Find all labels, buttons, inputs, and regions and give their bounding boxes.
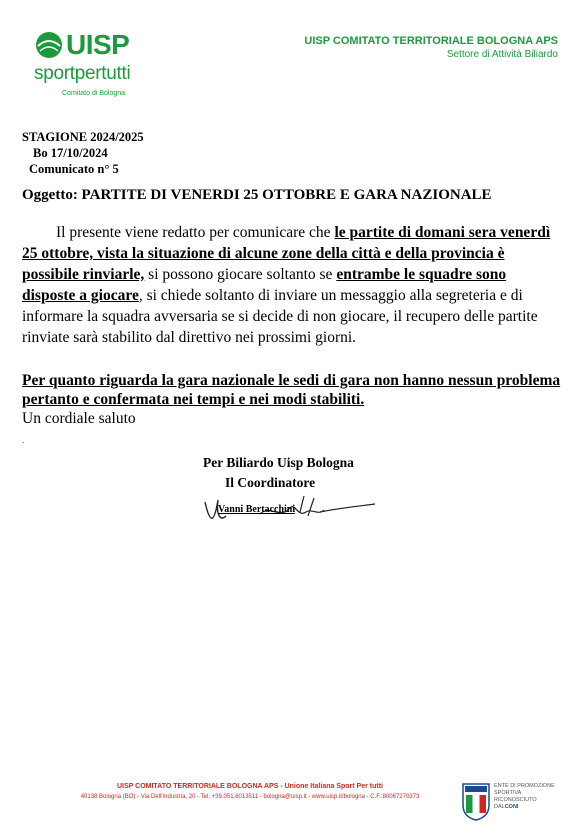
uisp-globe-icon [34,30,64,60]
signature-name: Vanni Bertacchini [218,504,296,515]
coni-text [494,783,555,811]
body-emphasis: entrambe le squadre sono disposte a giocare [22,266,507,304]
body-paragraph [22,222,562,348]
signature-role: Il Coordinatore [225,475,316,490]
body-text-part: Il presente viene redatto per comunicare che [56,224,335,241]
org-sector: Settore di Attività Biliardo [446,49,558,60]
subject-line: Oggetto: PARTITE DI VENERDI 25 OTTOBRE E GARA NAZIONALE [22,187,492,203]
coni-name: CONI [504,804,519,810]
logo-wordmark: UISP [66,29,130,60]
footer-address-line: 40138 Bologna (BO) - Via Dell'Industria, 20 - Tel. +39.051.6013511 - bologna@uisp.it - www.uisp.it/bologna - C.F.:80067270373 [80,794,420,800]
logo-tagline: sportpertutti [34,63,131,84]
uisp-logo [34,30,159,102]
coni-badge [462,783,562,823]
body-text-part: si possono giocare soltanto se [144,266,337,283]
footer [40,781,460,803]
national-race-notice: Per quanto riguarda la gara nazionale le sedi di gara non hanno nessun problema pertanto e confermata nei tempi e nei modi stabiliti. [22,372,561,408]
signature-org: Per Biliardo Uisp Bologna [203,455,354,470]
closing-greeting: Un cordiale saluto [22,410,136,427]
coni-line: ENTE DI PROMOZIONE [494,783,555,789]
body-text-part: , si chiede soltanto di inviare un messaggio alla segreteria e di informare la squadra avversaria se si decide di non giocare, il recupero delle partite rinviate sarà stabilito dal direttivo nei prossimi giorni. [22,287,538,346]
coni-dal: DAL [494,804,505,810]
italia-shield-icon [462,783,490,821]
body-emphasis: le partite di domani sera venerdì 25 ottobre, vista la situazione di alcune zone della città e della provincia è possibile rinviarle, [22,224,551,283]
org-header [304,34,558,62]
coni-line: SPORTIVA [494,790,522,796]
stray-dot: . [22,436,24,445]
coni-line: RICONOSCIUTO [494,797,537,803]
document-date: Bo 17/10/2024 [33,146,108,160]
handwritten-signature [200,494,380,526]
season-label: STAGIONE 2024/2025 [22,130,144,144]
communique-number: Comunicato n° 5 [29,162,119,176]
footer-org-line: UISP COMITATO TERRITORIALE BOLOGNA APS - Unione Italiana Sport Per tutti [116,783,383,790]
logo-subtitle: Comitato di Bologna [62,90,126,97]
org-name: UISP COMITATO TERRITORIALE BOLOGNA APS [304,35,558,47]
